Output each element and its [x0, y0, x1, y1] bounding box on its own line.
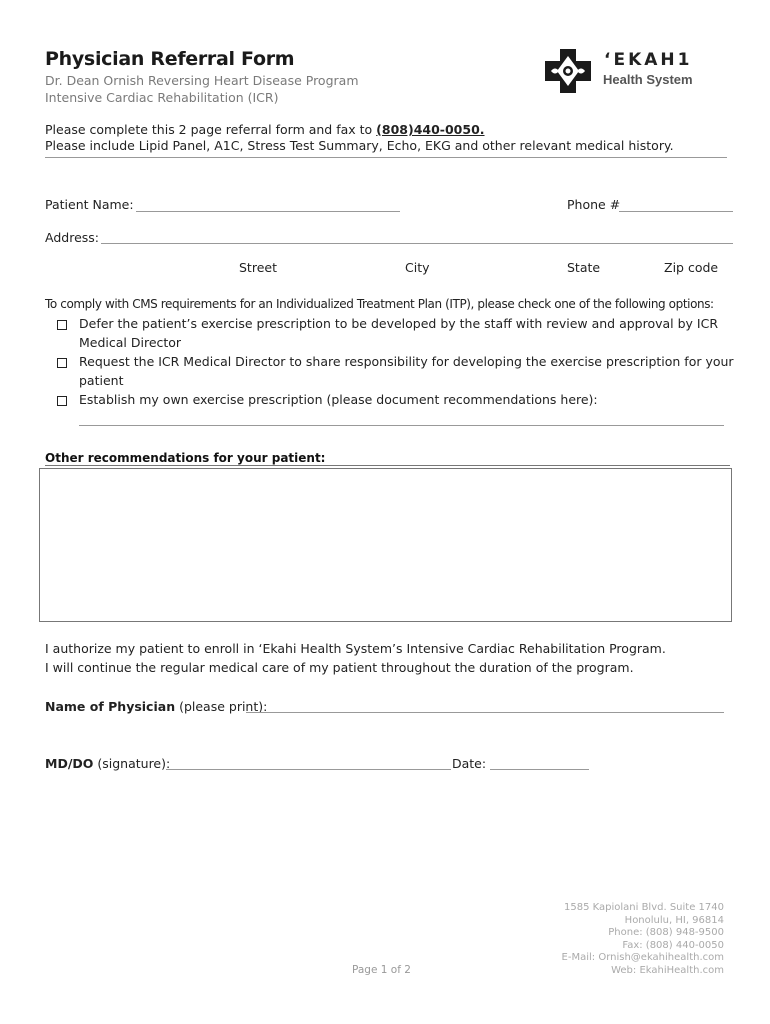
option-1-text-line-1: Defer the patient’s exercise prescription to be developed by the staff with review and approval by ICR — [79, 316, 719, 331]
footer-address-block — [562, 902, 724, 977]
street-caption: Street — [239, 260, 277, 275]
recommendations-title-rule — [45, 465, 730, 466]
itp-intro: To comply with CMS requirements for an Individualized Treatment Plan (ITP), please check one of the following options: — [45, 297, 714, 311]
signature-field[interactable] — [166, 769, 451, 770]
patient-name-label: Patient Name: — [45, 197, 134, 212]
page-title: Physician Referral Form — [45, 48, 295, 70]
instructions-line-1 — [45, 122, 485, 137]
phone-label: Phone # — [567, 197, 621, 212]
physician-name-label-bold: Name of Physician — [45, 699, 176, 714]
state-caption: State — [567, 260, 601, 275]
physician-name-label-rest: (please print): — [175, 699, 268, 714]
patient-name-field[interactable] — [136, 211, 400, 212]
option-3-checkbox[interactable] — [57, 396, 67, 406]
recommendations-title: Other recommendations for your patient: — [45, 451, 326, 465]
program-subtitle-icr: Intensive Cardiac Rehabilitation (ICR) — [45, 90, 279, 105]
footer-email: E-Mail: Ornish@ekahihealth.com — [561, 952, 724, 963]
authorization-line-1: I authorize my patient to enroll in ‘Ekahi Health System’s Intensive Cardiac Rehabilitation Program. — [45, 641, 666, 656]
option-2-text-line-2: patient — [79, 373, 124, 388]
zip-caption: Zip code — [664, 260, 719, 275]
footer-phone: Phone: (808) 948-9500 — [608, 927, 724, 938]
signature-label — [45, 756, 170, 771]
city-caption: City — [405, 260, 430, 275]
ekahi-logo-icon — [543, 47, 593, 95]
header-divider — [45, 157, 727, 158]
physician-name-field[interactable] — [246, 712, 724, 713]
option-2-checkbox[interactable] — [57, 358, 67, 368]
option-1-text-line-2: Medical Director — [79, 335, 182, 350]
fax-number: (808)440-0050. — [376, 122, 485, 137]
option-1-checkbox[interactable] — [57, 320, 67, 330]
physician-name-label — [45, 699, 267, 714]
date-label: Date: — [452, 756, 487, 771]
logo-subtitle: Health System — [603, 72, 693, 87]
instructions-line-2: Please include Lipid Panel, A1C, Stress Test Summary, Echo, EKG and other relevant medical history. — [45, 138, 674, 153]
logo-name: ‘EKAH1 — [604, 50, 693, 70]
option-3-text: Establish my own exercise prescription (please document recommendations here): — [79, 392, 598, 407]
footer-address-line-2: Honolulu, HI, 96814 — [624, 914, 724, 926]
phone-field[interactable] — [619, 211, 733, 212]
signature-label-bold: MD/DO — [45, 756, 94, 771]
option-2-text-line-1: Request the ICR Medical Director to share responsibility for developing the exercise prescription for your — [79, 354, 734, 369]
instructions-prefix: Please complete this 2 page referral form and fax to — [45, 122, 377, 137]
recommendations-textarea[interactable] — [39, 468, 732, 622]
footer-address-line-1: 1585 Kapiolani Blvd. Suite 1740 — [563, 902, 724, 913]
address-label: Address: — [45, 230, 99, 245]
authorization-line-2: I will continue the regular medical care of my patient throughout the duration of the program. — [45, 660, 634, 675]
footer-web: Web: EkahiHealth.com — [611, 964, 724, 976]
date-field[interactable] — [490, 769, 589, 770]
signature-label-rest: (signature): — [93, 756, 171, 771]
address-field[interactable] — [101, 243, 733, 244]
program-subtitle: Dr. Dean Ornish Reversing Heart Disease Program — [45, 73, 359, 88]
own-prescription-field[interactable] — [79, 425, 724, 426]
footer-fax: Fax: (808) 440-0050 — [622, 939, 724, 951]
page-number: Page 1 of 2 — [352, 964, 411, 976]
